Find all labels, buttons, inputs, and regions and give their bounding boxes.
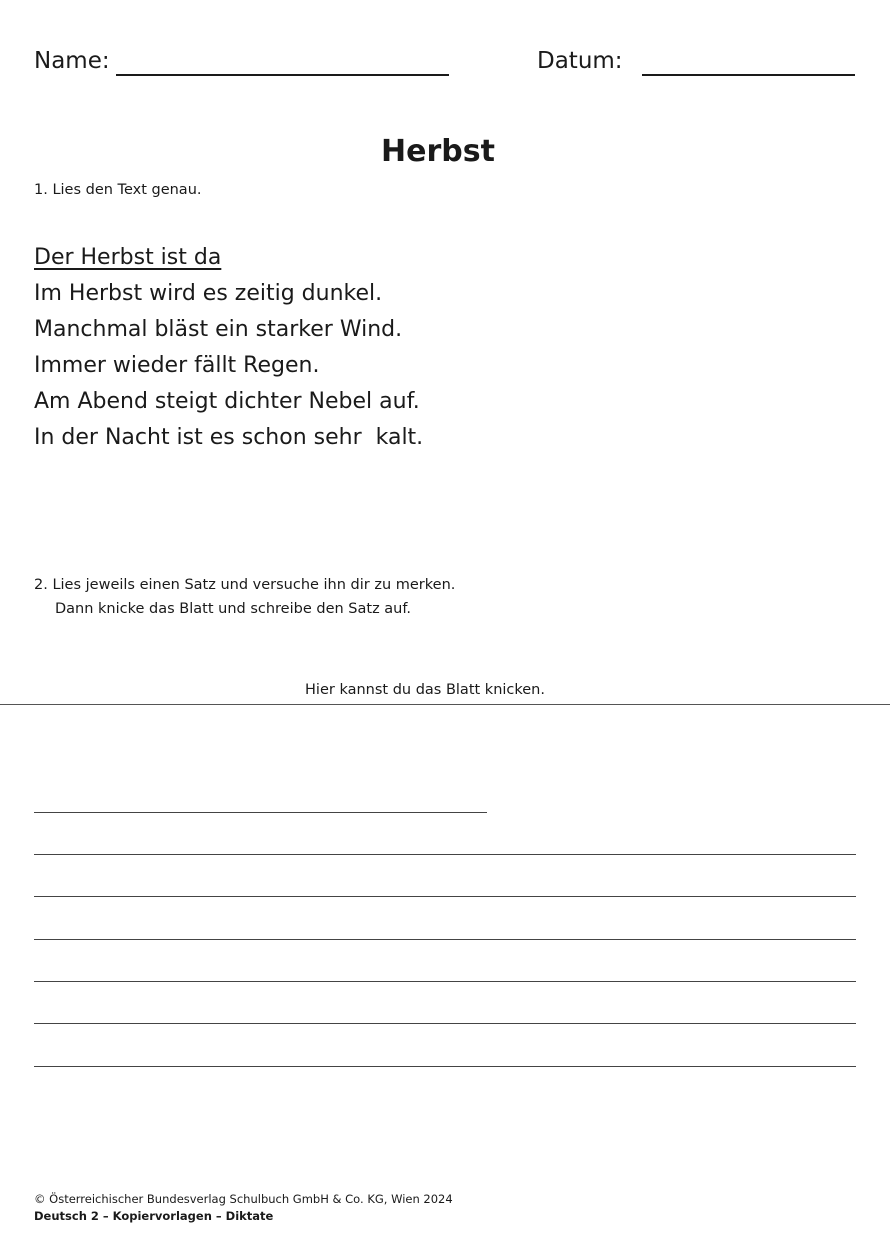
story-line-5: In der Nacht ist es schon sehr kalt.	[34, 425, 424, 450]
writing-line[interactable]	[34, 896, 856, 897]
writing-line[interactable]	[34, 1066, 856, 1067]
story-line-1: Im Herbst wird es zeitig dunkel.	[34, 281, 383, 306]
story-line-2: Manchmal bläst ein starker Wind.	[34, 317, 403, 342]
writing-line[interactable]	[34, 812, 487, 813]
task-2-instruction-line-1: 2. Lies jeweils einen Satz und versuche ihn dir zu merken.	[34, 577, 456, 593]
story-line-3: Immer wieder fällt Regen.	[34, 353, 320, 378]
name-label: Name:	[34, 48, 110, 74]
task-1-instruction: 1. Lies den Text genau.	[34, 182, 202, 198]
writing-line[interactable]	[34, 939, 856, 940]
story-line-4: Am Abend steigt dichter Nebel auf.	[34, 389, 420, 414]
fold-hint: Hier kannst du das Blatt knicken.	[305, 682, 545, 698]
task-2-instruction-line-2: Dann knicke das Blatt und schreibe den Satz auf.	[55, 601, 412, 617]
page-title: Herbst	[381, 134, 495, 169]
story-text	[34, 240, 423, 456]
date-label: Datum:	[537, 48, 623, 74]
footer-copyright: © Österreichischer Bundesverlag Schulbuch GmbH & Co. KG, Wien 2024	[34, 1192, 453, 1206]
footer-series: Deutsch 2 – Kopiervorlagen – Diktate	[34, 1209, 274, 1223]
fold-line	[0, 704, 890, 705]
name-field-line[interactable]	[116, 74, 449, 76]
story-heading: Der Herbst ist da	[34, 245, 222, 270]
writing-line[interactable]	[34, 981, 856, 982]
date-field-line[interactable]	[642, 74, 855, 76]
writing-line[interactable]	[34, 1023, 856, 1024]
writing-line[interactable]	[34, 854, 856, 855]
